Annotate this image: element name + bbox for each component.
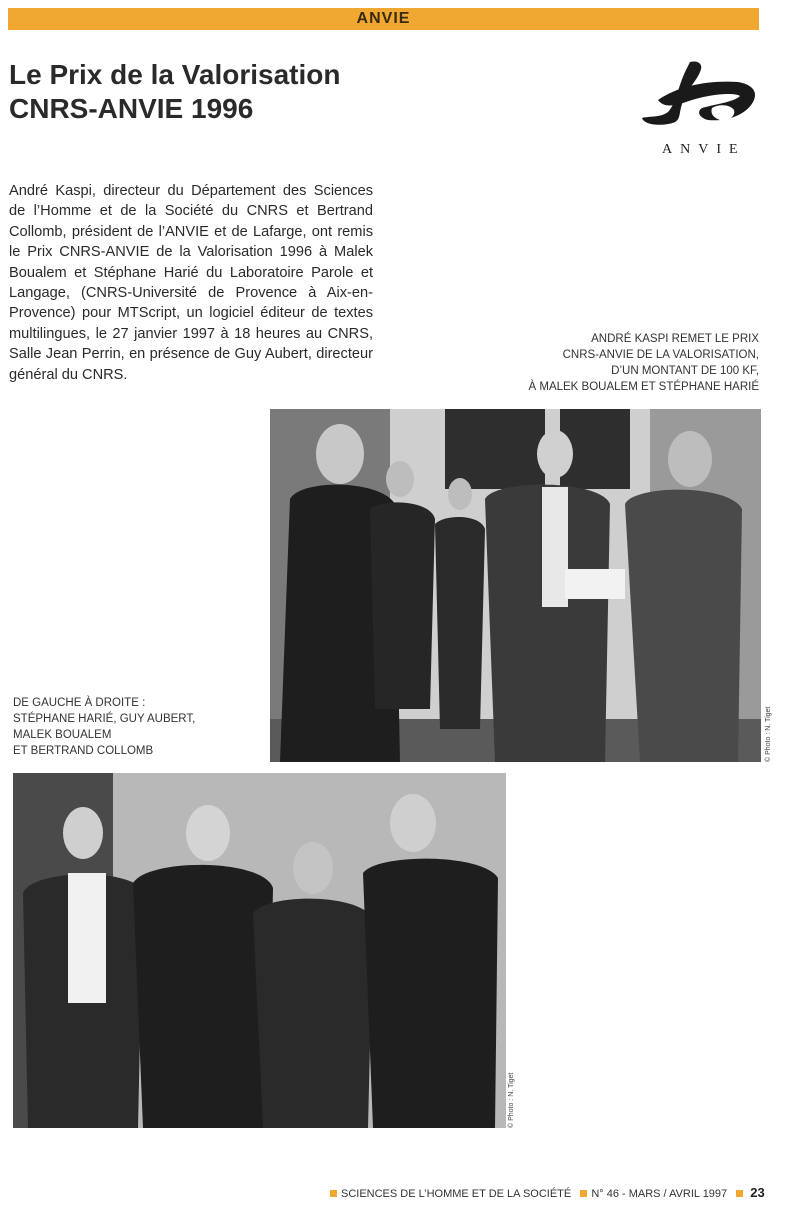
caption-line: D’UN MONTANT DE 100 KF, bbox=[611, 365, 759, 377]
caption-line: MALEK BOUALEM bbox=[13, 729, 112, 741]
article-body: André Kaspi, directeur du Département des Sciences de l’Homme et de la Société du CNRS et Bertrand Collomb, président de l’ANVIE et de Lafarge, ont remis le Prix CNRS-ANVIE de la Valorisation 1996 à Malek Boualem et Stéphane Harié du Laboratoire Parole et Langage, (CNRS-Université de Provence à Aix-en-Provence) pour MTScript, un logiciel éditeur de textes multilingues, le 27 janvier 1997 à 18 heures au CNRS, Salle Jean Perrin, en présence de Guy Aubert, directeur général du CNRS. bbox=[9, 183, 373, 383]
logo-wordmark: ANVIE bbox=[662, 142, 746, 157]
publication-name: SCIENCES DE L’HOMME ET DE LA SOCIÉTÉ bbox=[341, 1188, 572, 1200]
photo-caption-top bbox=[470, 331, 759, 395]
caption-line: DE GAUCHE À DROITE : bbox=[13, 697, 146, 709]
award-ceremony-photo bbox=[270, 409, 761, 762]
square-bullet-icon bbox=[736, 1190, 743, 1197]
photo-caption-bottom bbox=[13, 695, 253, 759]
page-footer bbox=[330, 1185, 770, 1201]
caption-line: ANDRÉ KASPI REMET LE PRIX bbox=[591, 333, 759, 345]
caption-line: À MALEK BOUALEM ET STÉPHANE HARIÉ bbox=[528, 381, 759, 393]
square-bullet-icon bbox=[330, 1190, 337, 1197]
page-number: 23 bbox=[750, 1185, 765, 1200]
caption-line: ET BERTRAND COLLOMB bbox=[13, 745, 154, 757]
photo-credit: © Photo : N. Tiget bbox=[765, 706, 772, 762]
square-bullet-icon bbox=[580, 1190, 587, 1197]
photo-credit: © Photo : N. Tiget bbox=[508, 1072, 515, 1128]
article-title bbox=[9, 58, 479, 126]
caption-line: STÉPHANE HARIÉ, GUY AUBERT, bbox=[13, 713, 196, 725]
caption-line: CNRS-ANVIE DE LA VALORISATION, bbox=[562, 349, 759, 361]
title-line-2: CNRS-ANVIE 1996 bbox=[9, 93, 254, 124]
section-header: ANVIE bbox=[8, 8, 759, 30]
title-line-1: Le Prix de la Valorisation bbox=[9, 59, 341, 90]
group-photo bbox=[13, 773, 506, 1128]
issue-info: N° 46 - MARS / AVRIL 1997 bbox=[591, 1188, 728, 1200]
